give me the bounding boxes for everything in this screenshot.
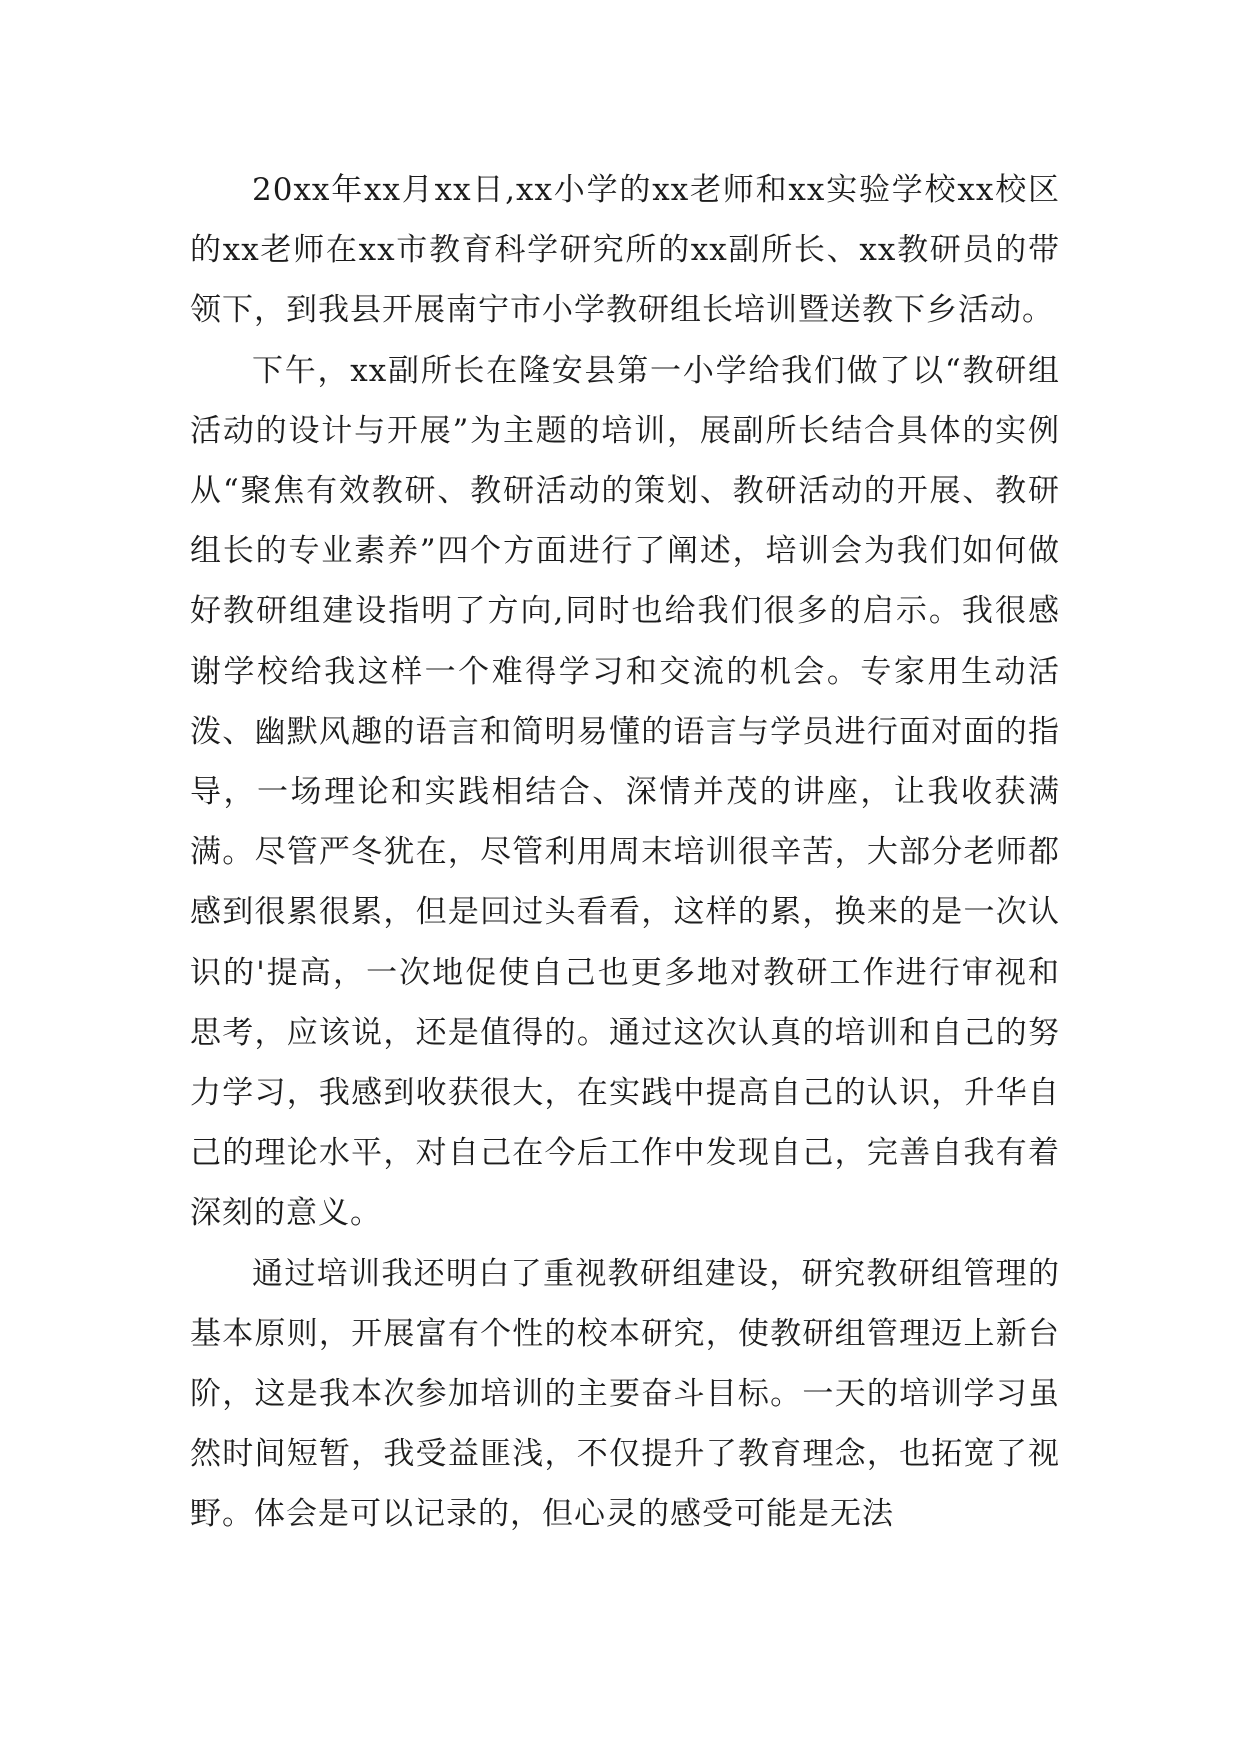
paragraph-1: 20xx年xx月xx日,xx小学的xx老师和xx实验学校xx校区的xx老师在xx市教育科学研究所的xx副所长、xx教研员的带领下，到我县开展南宁市小学教研组长培训暨送教下乡活动。 xyxy=(190,172,1060,329)
paragraph-3: 通过培训我还明白了重视教研组建设，研究教研组管理的基本原则，开展富有个性的校本研究，使教研组管理迈上新台阶，这是我本次参加培训的主要奋斗目标。一天的培训学习虽然时间短暂，我受益匪浅，不仅提升了教育理念，也拓宽了视野。体会是可以记录的，但心灵的感受可能是无法 xyxy=(190,1255,1060,1533)
paragraph-2: 下午，xx副所长在隆安县第一小学给我们做了以“教研组活动的设计与开展”为主题的培训，展副所长结合具体的实例从“聚焦有效教研、教研活动的策划、教研活动的开展、教研组长的专业素养”四个方面进行了阐述，培训会为我们如何做好教研组建设指明了方向,同时也给我们很多的启示。我很感谢学校给我这样一个难得学习和交流的机会。专家用生动活泼、幽默风趣的语言和简明易懂的语言与学员进行面对面的指导，一场理论和实践相结合、深情并茂的讲座，让我收获满满。尽管严冬犹在，尽管利用周末培训很辛苦，大部分老师都感到很累很累，但是回过头看看，这样的累，换来的是一次认识的'提高，一次地促使自己也更多地对教研工作进行审视和思考，应该说，还是值得的。通过这次认真的培训和自己的努力学习，我感到收获很大，在实践中提高自己的认识，升华自己的理论水平，对自己在今后工作中发现自己，完善自我有着深刻的意义。 xyxy=(190,352,1060,1232)
document-body xyxy=(190,160,1060,1545)
